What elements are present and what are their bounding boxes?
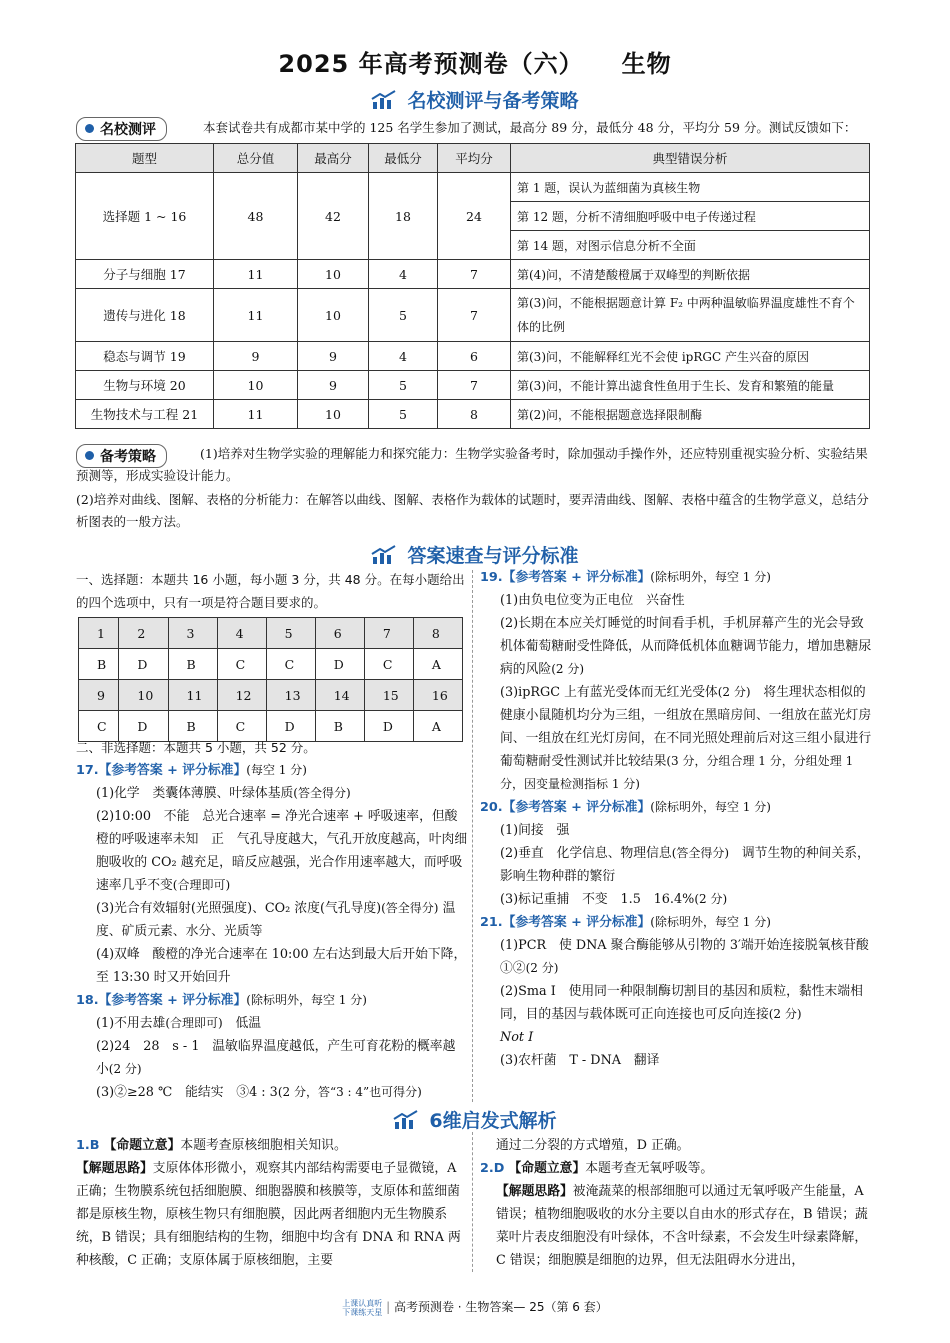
tag-label: 名校测评 bbox=[100, 122, 156, 138]
total-cell: 11 bbox=[214, 400, 298, 429]
q20-answer-2: (2)垂直 化学信息、物理信息 bbox=[500, 846, 672, 861]
answer-number: 4 bbox=[217, 618, 266, 649]
answer-number: 8 bbox=[413, 618, 462, 649]
answer-letter: B bbox=[315, 711, 364, 742]
error-cell: 第(2)问，不能根据题意选择限制酶 bbox=[511, 400, 870, 429]
section-heading-text: 答案速查与评分标准 bbox=[407, 545, 579, 567]
header-cell: 最低分 bbox=[369, 144, 438, 173]
q20-heading: 20.【参考答案 + 评分标准】 bbox=[480, 800, 651, 815]
answer-number: 5 bbox=[266, 618, 315, 649]
min-cell: 18 bbox=[369, 173, 438, 260]
total-cell: 9 bbox=[214, 342, 298, 371]
table-row bbox=[76, 342, 870, 371]
answer-number: 1 bbox=[79, 618, 119, 649]
q17-answer-4: (4)双峰 酸橙的净光合速率在 10:00 左右达到最大后开始下降，至 13:30 时又开始回升 bbox=[96, 947, 467, 985]
analysis-right bbox=[480, 1134, 876, 1272]
right-answers bbox=[480, 566, 882, 1072]
max-cell: 42 bbox=[298, 173, 369, 260]
total-cell: 48 bbox=[214, 173, 298, 260]
table-row bbox=[76, 371, 870, 400]
q2-intent: 本题考查无氧呼吸等。 bbox=[585, 1161, 714, 1176]
answer-letter: D bbox=[119, 649, 168, 680]
q17-answer-3b: 温度、矿质元素、水分、光质等 bbox=[96, 901, 456, 939]
section-heading-answers bbox=[0, 541, 950, 568]
q19-block bbox=[480, 566, 876, 796]
error-cell: 第(4)问，不清楚酸橙属于双峰型的判断依据 bbox=[511, 260, 870, 289]
answer-number: 14 bbox=[315, 680, 364, 711]
answer-number: 6 bbox=[315, 618, 364, 649]
header-cell: 典型错误分析 bbox=[511, 144, 870, 173]
q19-answer-3b: 将生理状态相似的健康小鼠随机均分为三组，一组放在黑暗房间、一组放在蓝光灯房间、一组放在红光灯房间，在不同光照处理前后对这三组小鼠进行葡萄糖耐受性测试并比较结果 bbox=[500, 685, 872, 769]
header-cell: 最高分 bbox=[298, 144, 369, 173]
q1-solution: 支原体体形微小，观察其内部结构需要电子显微镜，A 正确；生物膜系统包括细胞膜、细胞器膜和核膜等，支原体和蓝细菌都是原核生物，原核生物只有细胞膜，因此两者细胞内无生物膜系统，B 错误；具有细胞结构的生物，细胞中均含有 DNA 和 RNA 两种核酸，C 正确；支原体属于原核细胞，主要 bbox=[76, 1161, 461, 1268]
min-cell: 4 bbox=[369, 260, 438, 289]
avg-cell: 6 bbox=[438, 342, 511, 371]
q18-note-3: (2 分，答“3 : 4”也可得分) bbox=[277, 1085, 422, 1099]
q20-note-3: (2 分) bbox=[694, 892, 728, 906]
avg-cell: 8 bbox=[438, 400, 511, 429]
max-cell: 10 bbox=[298, 260, 369, 289]
error-cell: 第 1 题，误认为蓝细菌为真核生物 bbox=[511, 173, 870, 202]
analysis-left bbox=[76, 1134, 468, 1272]
page-title bbox=[0, 44, 950, 79]
title-text: 2025 年高考预测卷（六） bbox=[278, 50, 584, 78]
answer-letter: D bbox=[364, 711, 413, 742]
min-cell: 4 bbox=[369, 342, 438, 371]
min-cell: 5 bbox=[369, 371, 438, 400]
q2-solution-tag: 【解题思路】 bbox=[496, 1184, 573, 1199]
q20-answer-3: (3)标记重捕 不变 1.5 16.4% bbox=[500, 892, 695, 907]
q2-solution: 被淹蔬菜的根部细胞可以通过无氧呼吸产生能量，A 错误；植物细胞吸收的水分主要以自由水的形式存在，B 错误；蔬菜叶片表皮细胞没有叶绿体，不含叶绿素，不会发生叶绿素降解，C 错误；细胞膜是细胞的边界，但无法阻碍水分进出， bbox=[496, 1184, 868, 1268]
column-divider bbox=[472, 570, 473, 1102]
q2-intent-tag: 【命题立意】 bbox=[508, 1161, 586, 1176]
min-cell: 5 bbox=[369, 289, 438, 342]
q20-answer-2b: 调节生物的种间关系，影响生物种群的繁衍 bbox=[500, 846, 870, 884]
q18-answer-3: (3)②≥28 ℃ 能结实 ③4 : 3 bbox=[96, 1085, 278, 1100]
header-cell: 总分值 bbox=[214, 144, 298, 173]
q21-answer-2b: Not Ⅰ bbox=[500, 1030, 534, 1045]
survey-intro: 本套试卷共有成都市某中学的 125 名学生参加了测试，最高分 89 分，最低分 48 分，平均分 59 分。测试反馈如下： bbox=[203, 120, 857, 135]
type-cell: 稳态与调节 19 bbox=[76, 342, 214, 371]
error-cell: 第(3)问，不能解释红光不会使 ipRGC 产生兴奋的原因 bbox=[511, 342, 870, 371]
q18-note-1: (合理即可) bbox=[165, 1016, 223, 1030]
type-cell: 遗传与进化 18 bbox=[76, 289, 214, 342]
q18-block bbox=[76, 989, 468, 1104]
footer-text: 高考预测卷 · 生物答案— 25（第 6 套） bbox=[393, 1300, 608, 1314]
answer-number: 16 bbox=[413, 680, 462, 711]
q21-note-2: (2 分) bbox=[768, 1007, 802, 1021]
bar-chart-icon bbox=[393, 1110, 419, 1130]
answer-number: 11 bbox=[168, 680, 217, 711]
q17-answer-1: (1)化学 类囊体薄膜、叶绿体基质 bbox=[96, 786, 294, 801]
answer-letter: B bbox=[168, 711, 217, 742]
answer-number: 9 bbox=[79, 680, 119, 711]
error-cell: 第(3)问，不能根据题意计算 F₂ 中两种温敏临界温度雄性不育个体的比例 bbox=[511, 289, 870, 342]
table-row bbox=[76, 173, 870, 202]
answer-letter: C bbox=[266, 649, 315, 680]
answer-letter-row bbox=[79, 649, 463, 680]
q21-answer-3: (3)农杆菌 T - DNA 翻译 bbox=[500, 1053, 660, 1068]
q17-block bbox=[76, 759, 468, 989]
section-heading-text: 6维启发式解析 bbox=[429, 1110, 557, 1132]
table-row bbox=[76, 400, 870, 429]
max-cell: 10 bbox=[298, 289, 369, 342]
bullet-icon bbox=[85, 124, 94, 133]
q19-answer-3: (3)ipRGC 上有蓝光受体而无红光受体 bbox=[500, 685, 718, 700]
q18-answer-1b: 低温 bbox=[222, 1016, 262, 1031]
q19-note-3c: (3 分，分组合理 1 分，分组处理 1 分，因变量检测指标 1 分) bbox=[500, 754, 854, 791]
max-cell: 10 bbox=[298, 400, 369, 429]
q18-note-2: (2 分) bbox=[108, 1062, 142, 1076]
q17-note-2: (合理即可) bbox=[172, 878, 231, 892]
q18-answer-2: (2)24 28 s - 1 温敏临界温度越低，产生可育花粉的概率越小 bbox=[96, 1039, 456, 1077]
type-cell: 选择题 1 ~ 16 bbox=[76, 173, 214, 260]
q18-heading: 18.【参考答案 + 评分标准】 bbox=[76, 993, 247, 1008]
answer-letter: D bbox=[266, 711, 315, 742]
answer-letter: A bbox=[413, 649, 462, 680]
answer-number-row bbox=[79, 680, 463, 711]
header-cell: 题型 bbox=[76, 144, 214, 173]
table-row bbox=[76, 289, 870, 342]
page-footer: 上课认真听 下课练天星 | 高考预测卷 · 生物答案— 25（第 6 套） bbox=[342, 1298, 608, 1317]
error-cell: 第 12 题，分析不清细胞呼吸中电子传递过程 bbox=[511, 202, 870, 231]
max-cell: 9 bbox=[298, 371, 369, 400]
tag-label: 备考策略 bbox=[100, 449, 156, 465]
q1-solution-tag: 【解题思路】 bbox=[76, 1161, 153, 1176]
answer-letter: B bbox=[168, 649, 217, 680]
total-cell: 11 bbox=[214, 260, 298, 289]
footer-logo: 上课认真听 下课练天星 bbox=[342, 1298, 383, 1317]
q21-heading: 21.【参考答案 + 评分标准】 bbox=[480, 915, 651, 930]
q19-note-2: (2 分) bbox=[551, 662, 585, 676]
q17-note: (每空 1 分) bbox=[246, 763, 307, 777]
avg-cell: 7 bbox=[438, 371, 511, 400]
answer-table bbox=[78, 617, 463, 742]
avg-cell: 7 bbox=[438, 260, 511, 289]
q20-answer-1: (1)间接 强 bbox=[500, 823, 570, 838]
strategy-2: (2)培养对曲线、图解、表格的分析能力：在解答以曲线、图解、表格作为载体的试题时，要弄清曲线、图解、表格中蕴含的生物学意义，总结分析图表的一般方法。 bbox=[76, 492, 869, 529]
type-cell: 分子与细胞 17 bbox=[76, 260, 214, 289]
answer-letter: C bbox=[217, 711, 266, 742]
total-cell: 10 bbox=[214, 371, 298, 400]
strategy-1: (1)培养对生物学实验的理解能力和探究能力：生物学实验备考时，除加强动手操作外，还应特别重视实验分析、实验结果预测等，形成实验设计能力。 bbox=[76, 446, 868, 483]
q17-note-3: (答全得分) bbox=[381, 901, 439, 915]
answer-number: 3 bbox=[168, 618, 217, 649]
section-heading-analysis bbox=[0, 1106, 950, 1133]
error-cell: 第(3)问，不能计算出滤食性鱼用于生长、发育和繁殖的能量 bbox=[511, 371, 870, 400]
total-cell: 11 bbox=[214, 289, 298, 342]
q21-answer-2: (2)Sma Ⅰ 使用同一种限制酶切割目的基因和质粒，黏性末端相同，目的基因与载体既可正向连接也可反向连接 bbox=[500, 984, 863, 1022]
q17-answer-3: (3)光合有效辐射(光照强度)、CO₂ 浓度(气孔导度) bbox=[96, 901, 382, 916]
q1-intent: 本题考查原核细胞相关知识。 bbox=[180, 1138, 347, 1153]
q1-intent-tag: 【命题立意】 bbox=[103, 1138, 181, 1153]
answer-number: 12 bbox=[217, 680, 266, 711]
q17-answer-2: (2)10:00 不能 总光合速率 = 净光合速率 + 呼吸速率，但酸橙的呼吸速率未知 正 气孔导度越大，气孔开放度越高，叶肉细胞吸收的 CO₂ 越充足，暗反应越强，光合作用速率越大，而呼吸速率几乎不变 bbox=[96, 809, 468, 893]
table-header-row bbox=[76, 144, 870, 173]
answer-letter: B bbox=[79, 649, 119, 680]
q18-note: (除标明外，每空 1 分) bbox=[246, 993, 367, 1007]
q19-answer-2: (2)长期在本应关灯睡觉的时间看手机，手机屏幕产生的光会导致机体葡萄糖耐受性降低，从而降低机体血糖调节能力，增加患糖尿病的风险 bbox=[500, 616, 872, 677]
survey-table bbox=[75, 143, 870, 429]
answer-number-row bbox=[79, 618, 463, 649]
q20-block bbox=[480, 796, 876, 911]
answer-number: 13 bbox=[266, 680, 315, 711]
tag-evaluation bbox=[76, 117, 167, 141]
answer-number: 7 bbox=[364, 618, 413, 649]
answer-number: 2 bbox=[119, 618, 168, 649]
max-cell: 9 bbox=[298, 342, 369, 371]
bar-chart-icon bbox=[371, 90, 397, 110]
answer-letter: C bbox=[217, 649, 266, 680]
left-answers bbox=[76, 736, 468, 1104]
q19-note-3: (2 分) bbox=[717, 685, 751, 699]
q21-block bbox=[480, 911, 882, 1072]
subject-text: 生物 bbox=[621, 50, 672, 78]
answer-letter: D bbox=[119, 711, 168, 742]
q21-note: (除标明外，每空 1 分) bbox=[650, 915, 771, 929]
q20-note: (除标明外，每空 1 分) bbox=[650, 800, 771, 814]
section-heading-evaluation bbox=[0, 86, 950, 113]
q19-answer-1: (1)由负电位变为正电位 兴奋性 bbox=[500, 593, 685, 608]
q21-note-1: (2 分) bbox=[525, 961, 559, 975]
q19-note: (除标明外，每空 1 分) bbox=[650, 570, 771, 584]
q1-solution-continued: 通过二分裂的方式增殖，D 正确。 bbox=[496, 1138, 690, 1153]
error-cell: 第 14 题，对图示信息分析不全面 bbox=[511, 231, 870, 260]
bar-chart-icon bbox=[371, 545, 397, 565]
column-divider bbox=[472, 1132, 473, 1272]
avg-cell: 24 bbox=[438, 173, 511, 260]
answer-letter: C bbox=[364, 649, 413, 680]
q18-answer-1: (1)不用去雄 bbox=[96, 1016, 166, 1031]
answer-letter: D bbox=[315, 649, 364, 680]
table-row bbox=[76, 260, 870, 289]
answer-letter: A bbox=[413, 711, 462, 742]
answer-number: 10 bbox=[119, 680, 168, 711]
q17-heading: 17.【参考答案 + 评分标准】 bbox=[76, 763, 247, 778]
answer-number: 15 bbox=[364, 680, 413, 711]
q20-note-2: (答全得分) bbox=[671, 846, 730, 860]
q2-heading: 2.D bbox=[480, 1161, 505, 1176]
type-cell: 生物与环境 20 bbox=[76, 371, 214, 400]
avg-cell: 7 bbox=[438, 289, 511, 342]
header-cell: 平均分 bbox=[438, 144, 511, 173]
choice-intro: 一、选择题：本题共 16 小题，每小题 3 分，共 48 分。在每小题给出的四个选项中，只有一项是符合题目要求的。 bbox=[76, 572, 465, 610]
q17-note-1: (答全得分) bbox=[293, 786, 351, 800]
nonchoice-intro: 二、非选择题：本题共 5 小题，共 52 分。 bbox=[76, 740, 316, 755]
section-heading-text: 名校测评与备考策略 bbox=[407, 90, 579, 112]
q1-heading: 1.B bbox=[76, 1138, 100, 1153]
type-cell: 生物技术与工程 21 bbox=[76, 400, 214, 429]
q19-heading: 19.【参考答案 + 评分标准】 bbox=[480, 570, 651, 585]
min-cell: 5 bbox=[369, 400, 438, 429]
q21-answer-1: (1)PCR 使 DNA 聚合酶能够从引物的 3′端开始连接脱氧核苷酸 ①② bbox=[500, 938, 882, 976]
answer-letter: C bbox=[79, 711, 119, 742]
